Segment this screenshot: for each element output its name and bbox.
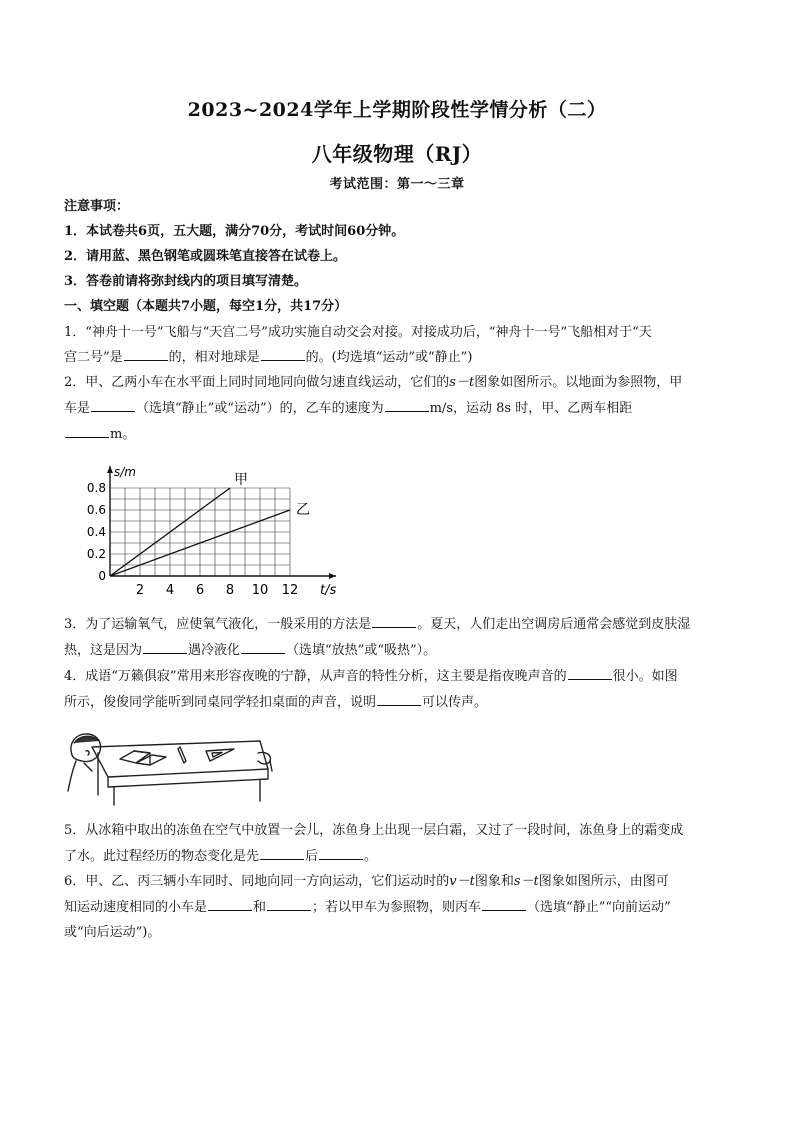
q2-text-c: 车是 xyxy=(64,401,91,416)
desk-legs xyxy=(98,753,260,805)
exam-subtitle: 八年级物理（RJ） xyxy=(311,142,483,166)
q3-text-c: 热，这是因为 xyxy=(64,643,143,658)
q5-text-b: 后 xyxy=(305,849,319,864)
exam-scope: 考试范围：第一～三章 xyxy=(329,177,465,192)
q6-blank-1[interactable] xyxy=(208,897,252,911)
q3-text-b: 。夏天，人们走出空调房后通常会感觉到皮肤湿 xyxy=(417,617,691,632)
exam-title: 2023~2024学年上学期阶段性学情分析（二） xyxy=(187,99,607,121)
q6-blank-3[interactable] xyxy=(482,897,526,911)
triangle-ruler-icon xyxy=(206,749,234,761)
q3-line2 xyxy=(64,638,734,664)
q6-text-g: （选填“静止”“向前运动” xyxy=(527,900,671,915)
chart-ticks xyxy=(87,481,298,598)
q4-text-a: 4．成语“万籁俱寂”常用来形容夜晚的宁静，从声音的特性分析，这主要是指夜晚声音的 xyxy=(64,669,567,684)
book-icon xyxy=(120,751,166,765)
q2-blank-1[interactable] xyxy=(91,398,135,412)
q2-line3 xyxy=(64,422,734,448)
x-tick-label: 6 xyxy=(195,583,205,598)
q5-blank-1[interactable] xyxy=(260,846,304,860)
pen-icon xyxy=(178,747,186,763)
q6-var-vt: v－t xyxy=(449,874,475,889)
q4-text-d: 可以传声。 xyxy=(422,695,488,710)
y-tick-label: 0.2 xyxy=(86,547,106,561)
q6-line1 xyxy=(64,869,734,895)
q1-blank-2[interactable] xyxy=(261,347,305,361)
y-tick-label: 0 xyxy=(98,569,106,583)
q6-text-e: 和 xyxy=(253,900,267,915)
q6-line2 xyxy=(64,895,734,921)
q6-text-a: 6．甲、乙、丙三辆小车同时、同地向同一方向运动，它们运动时的 xyxy=(64,874,450,889)
y-axis-label: s/m xyxy=(114,465,136,479)
student-arm xyxy=(68,761,92,791)
q1-line2 xyxy=(64,345,734,371)
q4-line2 xyxy=(64,690,734,716)
x-axis-label: t/s xyxy=(320,583,337,598)
q3-text-d: 遇冷液化 xyxy=(188,643,241,658)
q6-blank-2[interactable] xyxy=(267,897,311,911)
y-tick-label: 0.6 xyxy=(86,503,106,517)
q5-text-c: 。 xyxy=(364,849,378,864)
section1-heading: 一、填空题（本题共7小题，每空1分，共17分） xyxy=(64,299,348,314)
series-label-jia: 甲 xyxy=(234,472,248,488)
q4-text-b: 很小。如图 xyxy=(612,669,678,684)
s-t-chart xyxy=(60,460,337,610)
y-axis-arrow xyxy=(107,466,113,473)
q2-line1 xyxy=(64,370,734,396)
student-ear xyxy=(86,751,89,755)
note-item-3: 3．答卷前请将弥封线内的项目填写清楚。 xyxy=(64,274,308,289)
q6-line3: 或“向后运动”)。 xyxy=(64,925,161,940)
x-axis-arrow xyxy=(329,573,336,579)
note-item-2: 2．请用蓝、黑色钢笔或圆珠笔直接答在试卷上。 xyxy=(64,249,347,264)
note-item-1: 1．本试卷共6页，五大题，满分70分，考试时间60分钟。 xyxy=(64,224,405,239)
q6-text-f: ；若以甲车为参照物，则丙车 xyxy=(312,900,482,915)
x-tick-label: 8 xyxy=(225,583,235,598)
series-label-yi: 乙 xyxy=(296,502,310,518)
x-tick-label: 4 xyxy=(165,583,175,598)
chart-axes xyxy=(107,465,336,598)
desk-listening-illustration xyxy=(62,725,274,807)
q4-line1 xyxy=(64,664,734,690)
q2-blank-3[interactable] xyxy=(65,424,109,438)
q2-text-f: m。 xyxy=(110,427,136,442)
q6-var-st: s－t xyxy=(513,874,539,889)
q5-text-a: 了水。此过程经历的物态变化是先 xyxy=(64,849,260,864)
notes-heading: 注意事项： xyxy=(64,199,130,214)
x-tick-label: 10 xyxy=(251,583,269,598)
q2-text-e: m/s，运动 8s 时，甲、乙两车相距 xyxy=(429,401,633,416)
q1-text-c: 的。(均选填“运动”或“静止”) xyxy=(305,350,473,365)
x-tick-label: 12 xyxy=(281,583,299,598)
q1-text-a: 宫二号”是 xyxy=(64,350,123,365)
q3-text-e: （选填“放热”或“吸热”）。 xyxy=(286,643,437,658)
q2-text-d: （选填“静止”或“运动”）的，乙车的速度为 xyxy=(136,401,384,416)
q5-line2 xyxy=(64,844,734,870)
q4-text-c: 所示，俊俊同学能听到同桌同学轻扣桌面的声音，说明 xyxy=(64,695,377,710)
q3-blank-1[interactable] xyxy=(372,614,416,628)
q2-text-a: 2．甲、乙两小车在水平面上同时同地同向做匀速直线运动，它们的 xyxy=(64,375,450,390)
x-tick-label: 2 xyxy=(135,583,145,598)
q6-text-c: 图象如图所示，由图可 xyxy=(538,874,669,889)
q2-blank-2[interactable] xyxy=(385,398,429,412)
knocking-arm xyxy=(270,761,272,771)
y-tick-label: 0.8 xyxy=(86,481,106,495)
q1-blank-1[interactable] xyxy=(124,347,168,361)
q3-blank-3[interactable] xyxy=(241,640,285,654)
q6-text-d: 知运动速度相同的小车是 xyxy=(64,900,208,915)
q6-text-b: 图象和 xyxy=(474,874,514,889)
q4-blank-1[interactable] xyxy=(568,666,612,680)
q4-blank-2[interactable] xyxy=(377,692,421,706)
q3-text-a: 3．为了运输氧气，应使氧气液化，一般采用的方法是 xyxy=(64,617,372,632)
q1-line1: 1．“神舟十一号”飞船与“天宫二号”成功实施自动交会对接。对接成功后，“神舟十一号”飞船相对于“天 xyxy=(64,325,652,340)
q2-line2 xyxy=(64,396,734,422)
q1-text-b: 的，相对地球是 xyxy=(168,350,260,365)
q2-var-st: s－t xyxy=(449,375,475,390)
q2-text-b: 图象如图所示。以地面为参照物，甲 xyxy=(474,375,683,390)
y-tick-label: 0.4 xyxy=(86,525,106,539)
desk-front xyxy=(108,769,268,787)
q5-blank-2[interactable] xyxy=(319,846,363,860)
q3-line1 xyxy=(64,612,734,638)
q5-line1: 5．从冰箱中取出的冻鱼在空气中放置一会儿，冻鱼身上出现一层白霜，又过了一段时间，冻鱼身上的霜变成 xyxy=(64,823,684,838)
chart-grid xyxy=(110,488,290,576)
q3-blank-2[interactable] xyxy=(143,640,187,654)
